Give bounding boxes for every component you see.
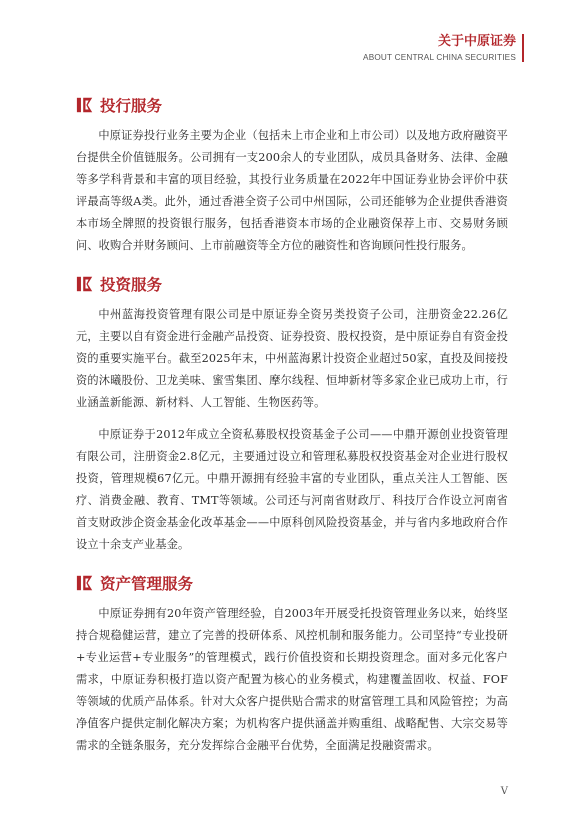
section-investment-services [76, 273, 508, 556]
section-title: 投资服务 [100, 276, 163, 294]
section-heading [76, 273, 508, 295]
brand-mark-icon [76, 96, 94, 114]
section-paragraph: 中原证券投行业务主要为企业（包括未上市企业和上市公司）以及地方政府融资平台提供全价值链服务。公司拥有一支200余人的专业团队，成员具备财务、法律、金融等多学科背景和丰富的项目经验，其投行业务质量在2022年中国证券业协会评价中获评最高等级A类。此外，通过香港全资子公司中州国际，公司还能够为企业提供香港资本市场全牌照的投资银行服务，包括香港资本市场的企业融资保荐上市、交易财务顾问、收购合并财务顾问、上市前融资等全方位的融资性和咨询顾问性投行服务。 [76, 129, 508, 252]
page-header [363, 34, 516, 64]
header-accent-bar [522, 34, 524, 62]
section-title: 资产管理服务 [100, 575, 194, 593]
section-title: 投行服务 [100, 97, 163, 115]
section-heading [76, 572, 508, 594]
section-investment-banking [76, 94, 508, 257]
section-paragraph: 中原证券拥有20年资产管理经验，自2003年开展受托投资管理业务以来，始终坚持合规稳健运营，建立了完善的投研体系、风控机制和服务能力。公司坚持“专业投研+专业运营+专业服务”的管理模式，践行价值投资和长期投资理念。面对多元化客户需求，中原证券积极打造以资产配置为核心的业务模式，构建覆盖固收、权益、FOF等领域的优质产品体系。针对大众客户提供贴合需求的财富管理工具和风险管控；为高净值客户提供定制化解决方案；为机构客户提供涵盖并购重组、战略配售、大宗交易等需求的全链条服务，充分发挥综合金融平台优势，全面满足投融资需求。 [76, 607, 508, 752]
header-subtitle: ABOUT CENTRAL CHINA SECURITIES [363, 53, 516, 62]
section-heading [76, 94, 508, 116]
page-number: V [500, 786, 508, 797]
header-title: 关于中原证券 [437, 34, 516, 49]
section-asset-management [76, 572, 508, 757]
brand-mark-icon [76, 574, 94, 592]
section-paragraph: 中原证券于2012年成立全资私募股权投资基金子公司——中鼎开源创业投资管理有限公司，注册资金2.8亿元，主要通过设立和管理私募股权投资基金对企业进行股权投资，管理规模67亿元。中鼎开源拥有经验丰富的专业团队，重点关注人工智能、医疗、消费金融、教育、TMT等领域。公司还与河南省财政厅、科技厅合作设立河南省首支财政涉企资金基金化改革基金——中原科创风险投资基金，并与省内多地政府合作设立十余支产业基金。 [76, 428, 508, 551]
section-paragraph: 中州蓝海投资管理有限公司是中原证券全资另类投资子公司，注册资金22.26亿元，主要以自有资金进行金融产品投资、证券投资、股权投资，是中原证券自有资金投资的重要实施平台。截至2025年末，中州蓝海累计投资企业超过50家，直投及间接投资的沐曦股份、卫龙美味、蜜雪集团、摩尔线程、恒坤新材等多家企业已成功上市，行业涵盖新能源、新材料、人工智能、生物医药等。 [76, 308, 508, 409]
page-content [76, 94, 508, 773]
brand-mark-icon [76, 275, 94, 293]
